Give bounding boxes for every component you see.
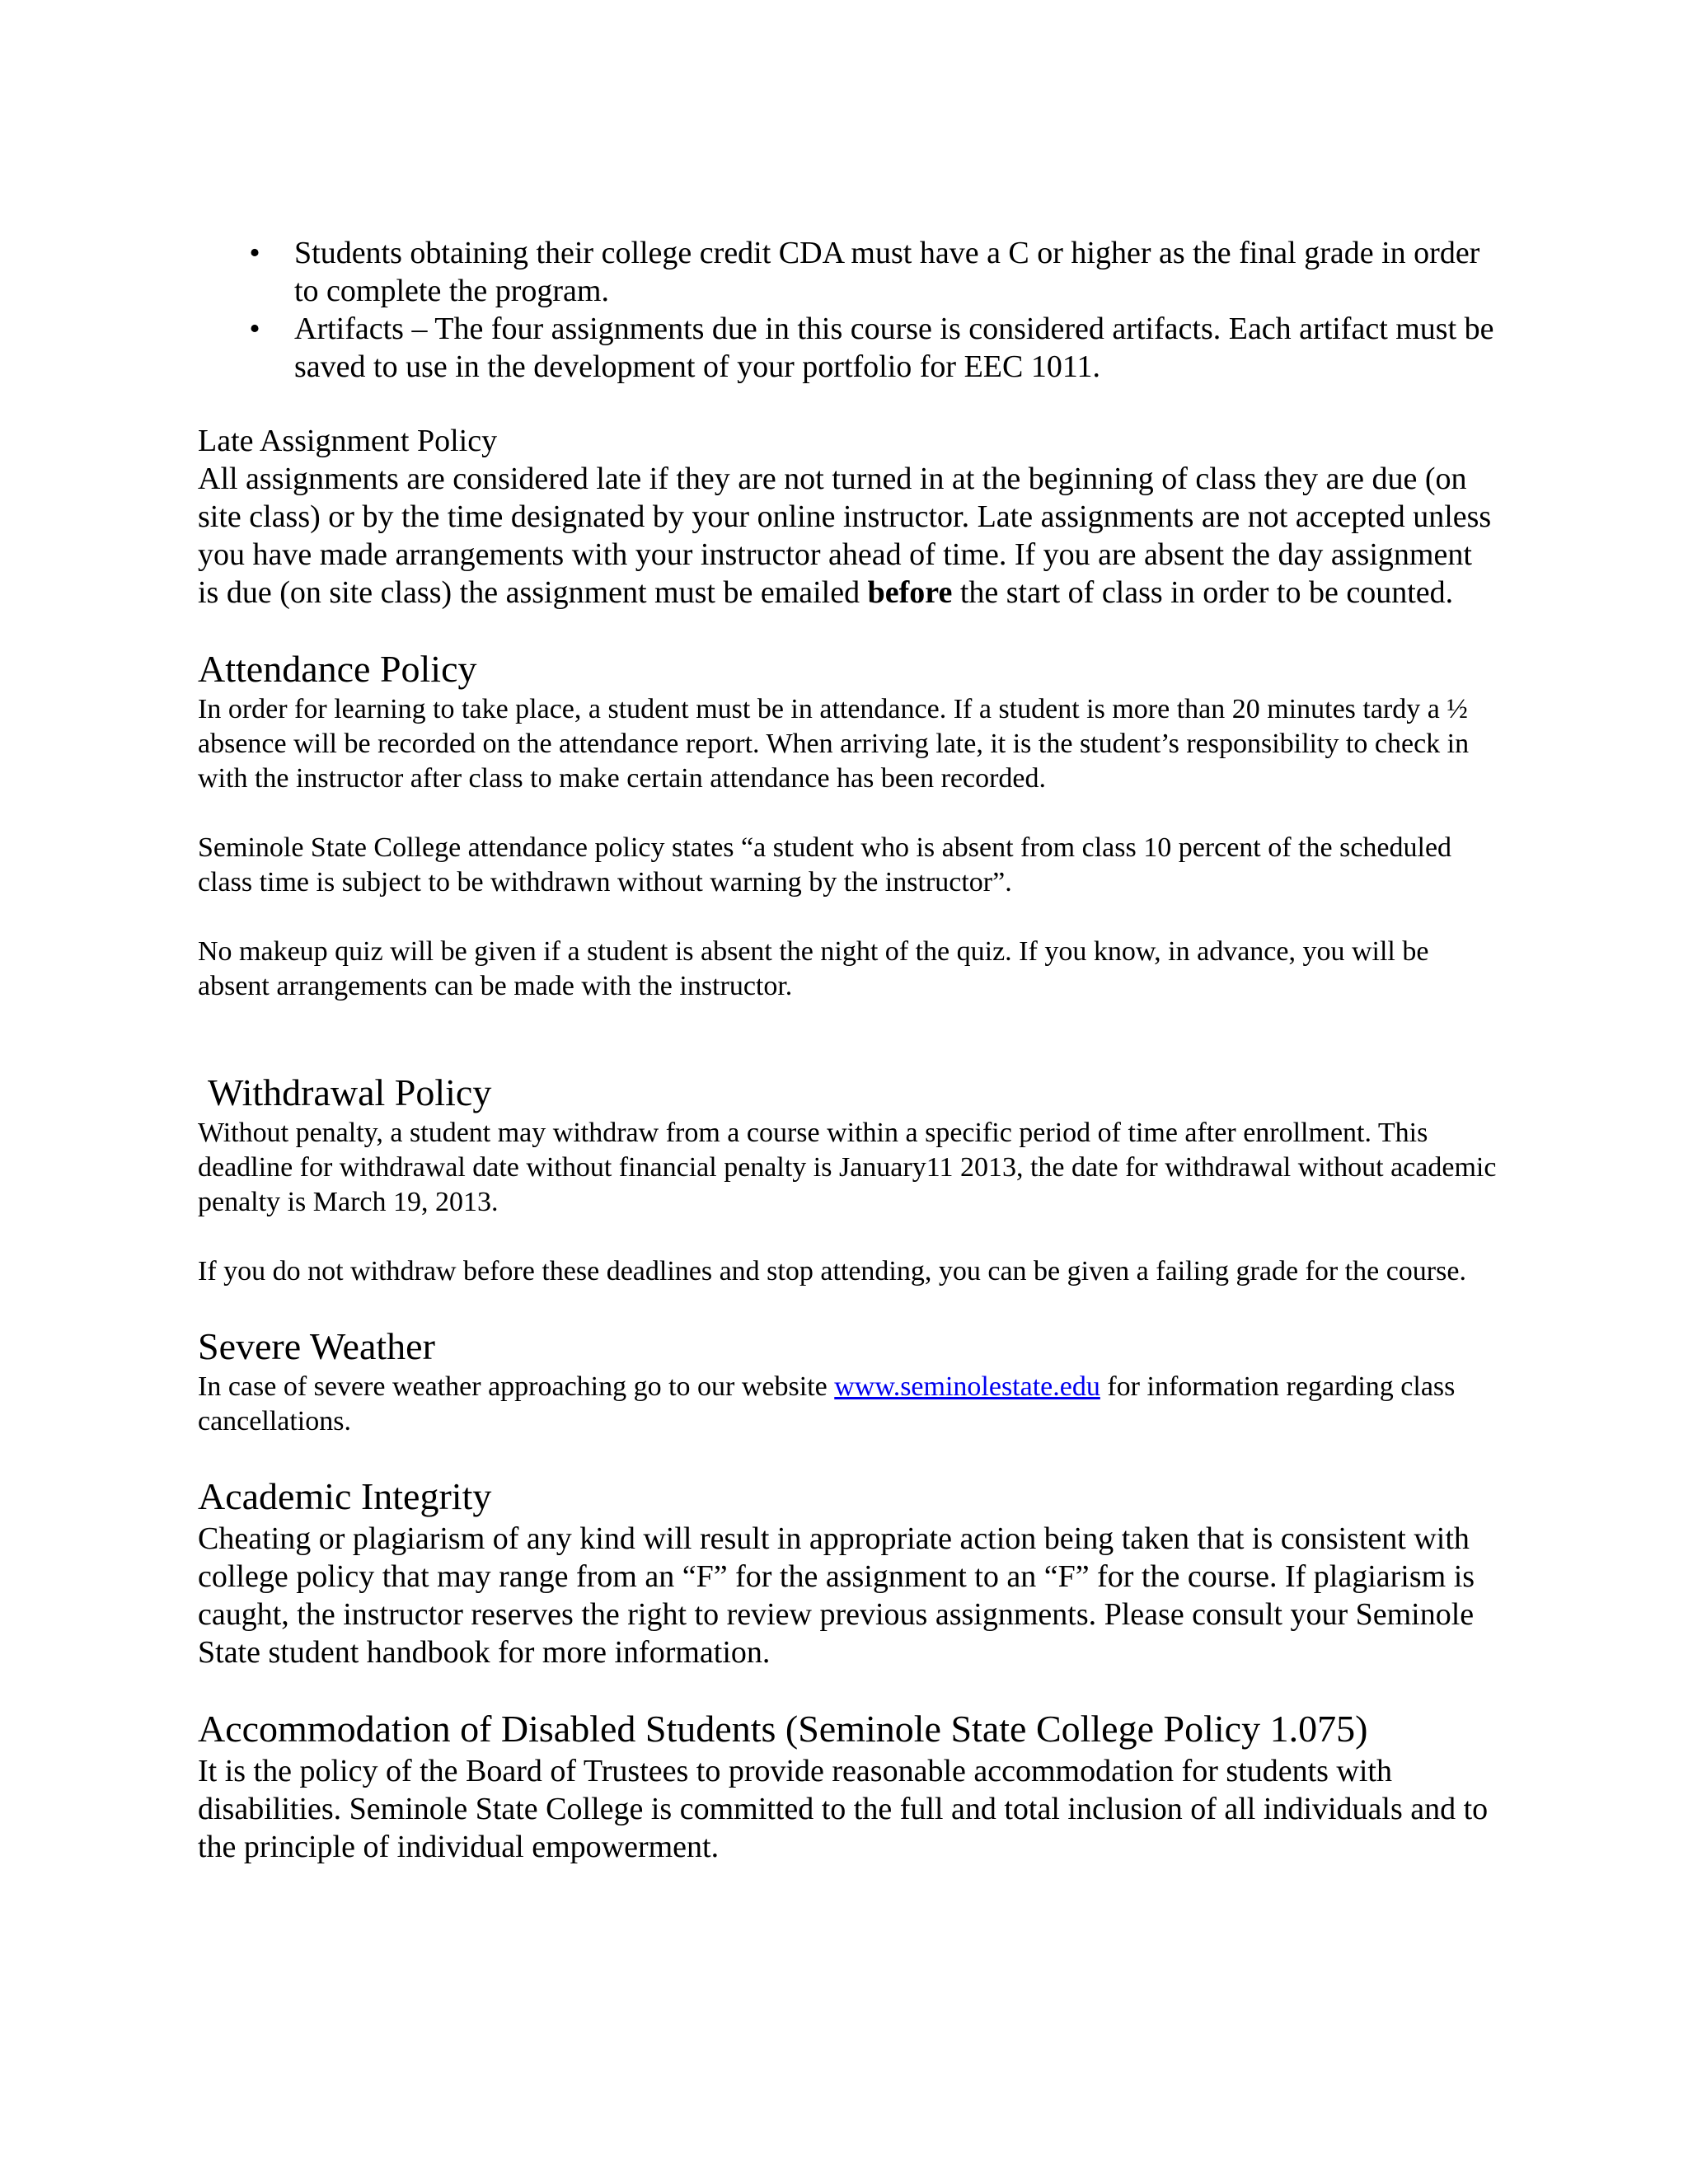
late-body-after: the start of class in order to be counted. [952,575,1454,610]
academic-integrity-heading: Academic Integrity [198,1475,492,1517]
seminolestate-website-link[interactable]: www.seminolestate.edu [834,1371,1100,1402]
late-assignment-heading: Late Assignment Policy [198,424,498,458]
bullet-icon: • [249,312,260,346]
late-assignment-body [198,460,1500,612]
bullet-text: Artifacts – The four assignments due in this course is considered artifacts. Each artifact must be saved to use in the development of your portfolio for EEC 1011. [294,312,1494,384]
attendance-paragraph-1: In order for learning to take place, a student must be in attendance. If a student is more than 20 minutes tardy a ½ absence will be recorded on the attendance report. When arriving late, it is the student’s responsibility to check in with the instructor after class to make certain attendance has been recorded. [198,694,1470,794]
page-content [198,234,1500,1866]
weather-text-before: In case of severe weather approaching go to our website [198,1371,835,1402]
severe-weather-section [198,1324,1500,1439]
academic-integrity-section [198,1474,1500,1671]
withdrawal-paragraph-2: If you do not withdraw before these deadlines and stop attending, you can be given a failing grade for the course. [198,1256,1466,1286]
academic-integrity-body: Cheating or plagiarism of any kind will result in appropriate action being taken that is consistent with college policy that may range from an “F” for the assignment to an “F” for the course. If plagiarism is caught, the instructor reserves the right to review previous assignments. Please consult your Seminole State student handbook for more information. [198,1521,1475,1670]
attendance-paragraph-2: Seminole State College attendance policy states “a student who is absent from class 10 percent of the scheduled class time is subject to be withdrawn without warning by the instructor”. [198,832,1452,898]
withdrawal-section [198,1070,1500,1289]
accommodation-section [198,1706,1500,1866]
attendance-paragraph-3: No makeup quiz will be given if a student is absent the night of the quiz. If you know, in advance, you will be absent arrangements can be made with the instructor. [198,936,1429,1001]
late-body-bold: before [867,575,953,610]
withdrawal-paragraph-1: Without penalty, a student may withdraw from a course within a specific period of time after enrollment. This deadline for withdrawal date without financial penalty is January11 2013, the date for withdrawal without academic penalty is March 19, 2013. [198,1118,1497,1217]
bullet-text: Students obtaining their college credit CDA must have a C or higher as the final grade in order to complete the program. [294,236,1480,308]
late-assignment-section [198,422,1500,612]
bullet-list [198,234,1500,386]
accommodation-body: It is the policy of the Board of Trustees to provide reasonable accommodation for students with disabilities. Seminole State College is committed to the full and total inclusion of all individuals and to the principle of individual empowerment. [198,1754,1489,1864]
attendance-heading: Attendance Policy [198,648,477,690]
severe-weather-body [198,1370,1500,1439]
late-body-before: All assignments are considered late if they are not turned in at the beginning of class they are due (on site class) or by the time designated by your online instructor. Late assignments are not accepted unless you have made arrangements with your instructor ahead of time. If you are absent the day assignment is due (on site class) the assignment must be emailed [198,462,1492,610]
severe-weather-heading: Severe Weather [198,1325,435,1367]
list-item [198,234,1500,310]
withdrawal-heading: Withdrawal Policy [208,1071,492,1113]
accommodation-heading: Accommodation of Disabled Students (Seminole State College Policy 1.075) [198,1708,1368,1750]
list-item [198,310,1500,386]
bullet-icon: • [249,236,260,270]
weather-text-after: for information regarding class cancellations. [198,1371,1456,1436]
attendance-section [198,646,1500,1004]
